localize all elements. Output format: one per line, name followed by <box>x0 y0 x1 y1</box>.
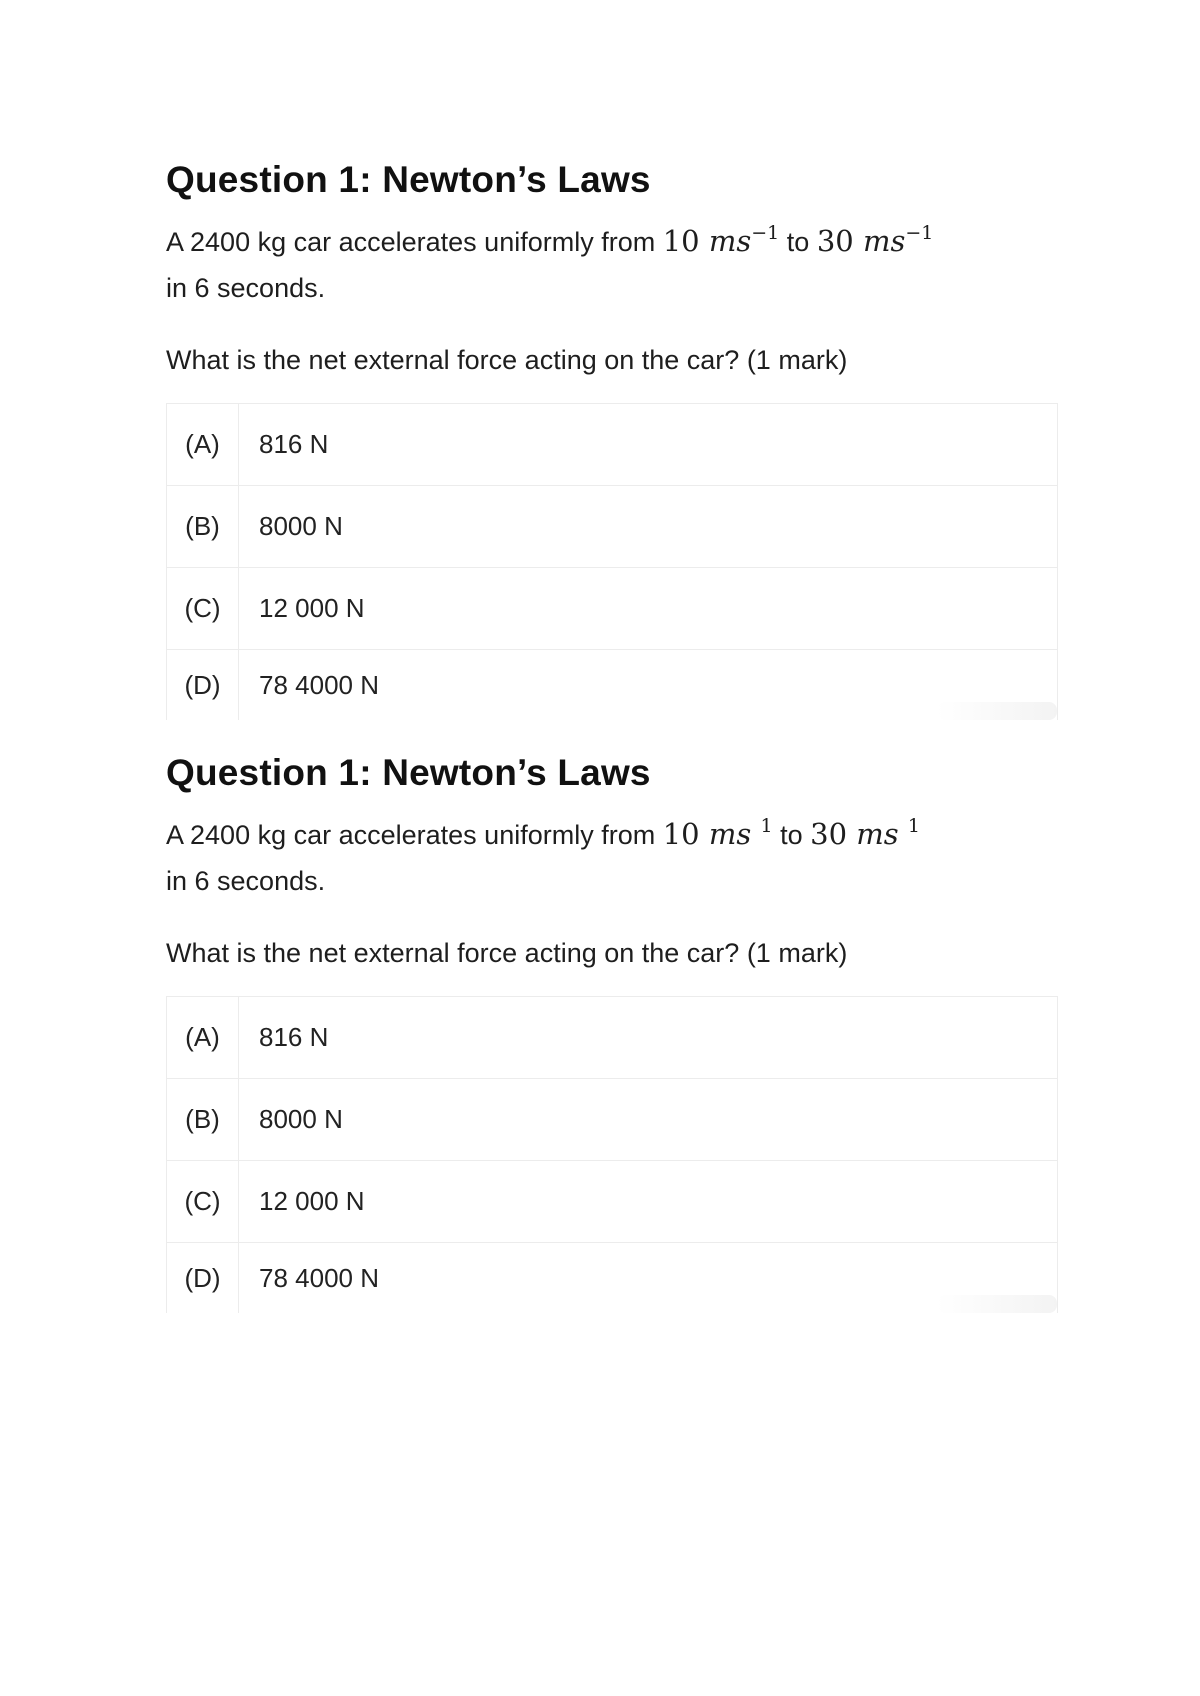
initial-velocity <box>663 817 773 851</box>
option-value: 816 N <box>259 1022 329 1052</box>
initial-velocity-exponent: 1 <box>760 815 773 837</box>
option-letter: (B) <box>167 486 239 567</box>
option-row-b[interactable] <box>167 1079 1057 1161</box>
question-stem <box>166 811 1056 904</box>
option-row-d[interactable] <box>167 650 1057 720</box>
question-block <box>166 745 1056 1313</box>
final-velocity-exponent: 1 <box>907 815 920 837</box>
initial-velocity-unit: ms <box>708 224 752 258</box>
question-title: Question 1: Newton’s Laws <box>166 752 651 793</box>
final-velocity <box>817 224 934 258</box>
option-value: 12 000 N <box>259 1186 365 1216</box>
initial-velocity-exponent: −1 <box>751 222 780 244</box>
option-value: 78 4000 N <box>259 1262 379 1293</box>
initial-velocity-unit: ms <box>708 817 752 851</box>
stem-suffix: in 6 seconds. <box>166 866 326 896</box>
option-value: 8000 N <box>259 511 343 541</box>
fade-shadow <box>937 702 1057 720</box>
final-velocity-unit: ms <box>862 224 906 258</box>
question-prompt: What is the net external force acting on the car? (1 mark) <box>166 345 848 375</box>
option-letter: (C) <box>167 568 239 649</box>
option-row-c[interactable] <box>167 1161 1057 1243</box>
option-letter: (D) <box>167 1243 239 1313</box>
option-value: 12 000 N <box>259 593 365 623</box>
option-letter: (D) <box>167 650 239 720</box>
option-row-d[interactable] <box>167 1243 1057 1313</box>
options-table <box>166 996 1058 1313</box>
option-row-a[interactable] <box>167 997 1057 1079</box>
final-velocity <box>810 817 920 851</box>
stem-prefix: A 2400 kg car accelerates uniformly from <box>166 227 656 257</box>
question-stem <box>166 218 1056 311</box>
question-block <box>166 152 1056 720</box>
option-row-a[interactable] <box>167 404 1057 486</box>
initial-velocity <box>663 224 780 258</box>
initial-velocity-number: 10 <box>662 817 700 851</box>
fade-shadow <box>937 1295 1057 1313</box>
stem-suffix: in 6 seconds. <box>166 273 326 303</box>
option-value: 8000 N <box>259 1104 343 1134</box>
final-velocity-exponent: −1 <box>905 222 934 244</box>
options-table <box>166 403 1058 720</box>
initial-velocity-number: 10 <box>662 224 700 258</box>
option-value: 816 N <box>259 429 329 459</box>
final-velocity-number: 30 <box>816 224 854 258</box>
stem-connector: to <box>780 820 803 850</box>
stem-connector: to <box>786 227 810 257</box>
option-letter: (C) <box>167 1161 239 1242</box>
option-value: 78 4000 N <box>259 669 379 700</box>
option-letter: (B) <box>167 1079 239 1160</box>
final-velocity-unit: ms <box>856 817 899 851</box>
option-letter: (A) <box>167 404 239 485</box>
question-prompt: What is the net external force acting on the car? (1 mark) <box>166 938 848 968</box>
stem-prefix: A 2400 kg car accelerates uniformly from <box>166 820 656 850</box>
final-velocity-number: 30 <box>810 817 848 851</box>
option-row-c[interactable] <box>167 568 1057 650</box>
question-title: Question 1: Newton’s Laws <box>166 159 651 200</box>
option-letter: (A) <box>167 997 239 1078</box>
option-row-b[interactable] <box>167 486 1057 568</box>
